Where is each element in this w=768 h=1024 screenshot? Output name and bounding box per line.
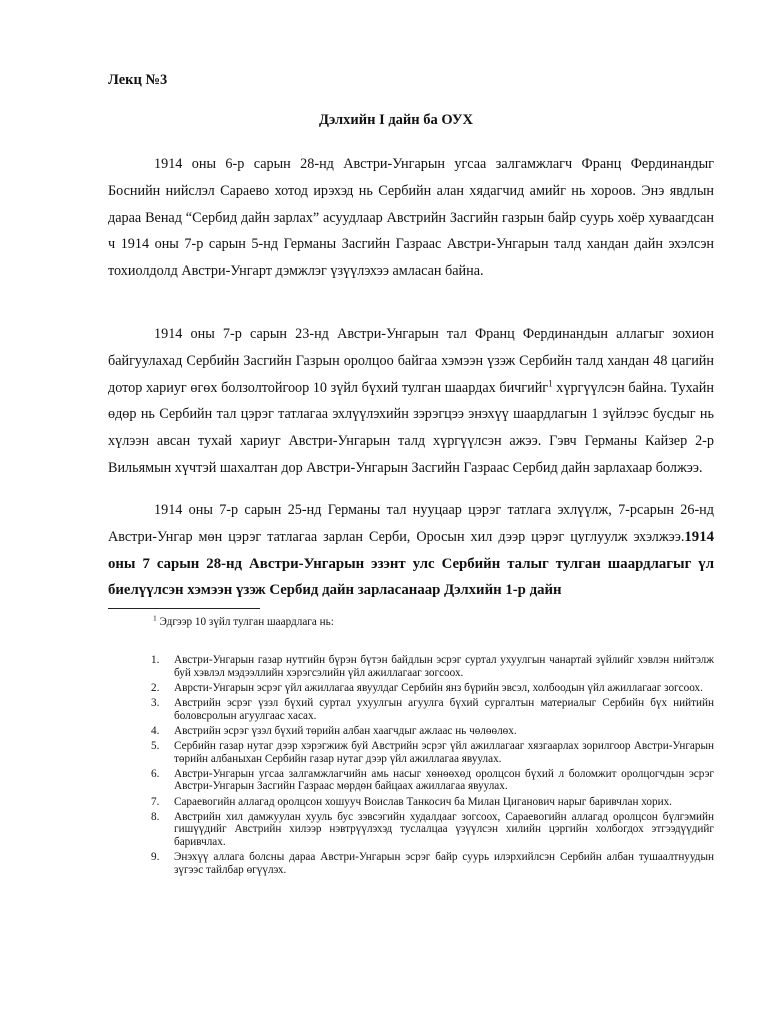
paragraph-2-text-a: 1914 оны 7-р сарын 23-нд Австри-Унгарын тал Франц Фердинандын аллагыг зохион байгуулахад Сербийн Засгийн Газрын оролцоо байгаа хэмээн үзэж Сербийн талд хандан 48 цагийн дотор хариуг өгөх болзолтойгоор 10 зүйл бүхий тулган шаардах бичгийг xyxy=(108,326,714,396)
footnote-item-text: Австри-Унгарын газар нутгийн бүрэн бүтэн байдлын эсрэг суртал ухуулгын чанартай зүйлийг хэвлэн нийтэлж буй хэвлэл мэдээллийн хэрэгсэлийн үйл ажиллагааг зогсоох. xyxy=(174,654,714,679)
footnote-item xyxy=(108,768,714,793)
footnote-item-number: 3. xyxy=(151,696,160,709)
paragraph-2-text-b: хүргүүлсэн байна. Тухайн өдөр нь Сербийн тал цэрэг татлагаа эхлүүлэхийн зэрэгцээ энэхүү шаардлагын 1 зүйлээс бусдыг нь хүлээн авсан тухай хариуг Австри-Унгарын талд хүргүүлсэн ажээ. Гэвч Германы Кайзер 2-р Вильямын хүчтэй шахалтан дор Австри-Унгарын Засгийн Газраас Сербид дайн зарлахаар болжээ. xyxy=(108,379,714,476)
footnote-reference[interactable]: 1 xyxy=(548,377,553,388)
paragraph-3-text: 1914 оны 7-р сарын 25-нд Германы тал нууцаар цэрэг татлага эхлүүлж, 7-рсарын 26-нд Австри-Унгар мөн цэрэг татлагаа зарлан Серби, Оросын хил дээр цэрэг цуглуулж эхэлжээ. xyxy=(108,502,714,545)
paragraph-2 xyxy=(108,321,714,482)
footnote-item-text: Австри-Унгарын угсаа залгамжлагчийн амь насыг хөнөөхөд оролцсон бүхий л боломжит оролцогчдын эсрэг Австри-Унгарын Засгийн Газраас мөрдөн байцаах ажиллагаа явуулах. xyxy=(174,767,714,793)
footnote-separator xyxy=(108,608,260,609)
document-title: Дэлхийн I дайн ба ОУХ xyxy=(319,112,473,128)
footnote-item xyxy=(108,796,714,809)
paragraph-1: 1914 оны 6-р сарын 28-нд Австри-Унгарын угсаа залгамжлагч Франц Фердинандыг Боснийн нийслэл Сараево хотод ирэхэд нь Сербийн алан хядагчид амийг нь хороов. Энэ явдлын дараа Венад “Сербид дайн зарлах” асуудлаар Австрийн Засгийн газрын байр суурь хоёр хуваагдсан ч 1914 оны 7-р сарын 5-нд Германы Засгийн Газраас Австри-Унгарын талд хандан дайн эхэлсэн тохиолдолд Австри-Унгарт дэмжлэг үзүүлэхээ амласан байна. xyxy=(108,156,714,280)
footnote-item xyxy=(108,682,714,695)
footnote-intro-text: Эдгээр 10 зүйл тулган шаардлага нь: xyxy=(156,616,334,628)
footnote-item-number: 6. xyxy=(151,767,160,780)
footnote-item xyxy=(108,740,714,765)
footnote-item-number: 2. xyxy=(151,681,160,694)
footnote-item-text: Сербийн газар нутаг дээр хэрэгжиж буй Австрийн эсрэг үйл ажиллагааг хязгаарлах зорилгоор Австри-Унгарын төрийн албаныхан Сербийн газар нутаг дээр үйл ажиллагаа явуулах. xyxy=(174,739,714,765)
paragraph-3-bold-text: 1914 оны 7 сарын 28-нд Австри-Унгарын эзэнт улс Сербийн талыг тулган шаардлагыг үл биелүүлсэн хэмээн үзэж Сербид дайн зарласанаар Дэлхийн 1-р дайн xyxy=(108,528,714,599)
footnote-item-text: Сараевогийн аллагад оролцсон хошууч Воислав Танкосич ба Милан Циганович нарыг баривчлан хорих. xyxy=(174,795,672,808)
footnote-item xyxy=(108,697,714,722)
footnote-list xyxy=(108,654,714,879)
footnote-item xyxy=(108,725,714,738)
paragraph-3 xyxy=(108,497,714,604)
footnote-item-number: 1. xyxy=(151,654,160,666)
footnote-item xyxy=(108,811,714,849)
footnote-item-number: 4. xyxy=(151,724,160,737)
footnote-item-number: 8. xyxy=(151,810,160,823)
footnote-item-text: Австрийн эсрэг үзэл бүхий төрийн албан хаагчдыг ажлаас нь чөлөөлөх. xyxy=(174,724,517,737)
footnote-intro xyxy=(153,615,334,630)
footnote-item-text: Аврсти-Унгарын эсрэг үйл ажиллагаа явуулдаг Сербийн янз бүрийн эвсэл, холбоодын үйл ажиллагааг зогсоох. xyxy=(174,681,703,694)
footnote-item xyxy=(108,654,714,679)
footnote-item-text: Энэхүү аллага болсны дараа Австри-Унгарын эсрэг байр суурь илэрхийлсэн Сербийн албан тушаалтнуудын зүгээс тайлбар өгүүлэх. xyxy=(174,851,714,876)
footnote-item-number: 7. xyxy=(151,795,160,808)
footnote-item-number: 9. xyxy=(151,851,160,864)
footnote-item xyxy=(108,851,714,876)
lecture-label: Лекц №3 xyxy=(108,72,168,88)
footnote-item-number: 5. xyxy=(151,739,160,752)
footnote-marker: 1 xyxy=(153,613,157,623)
footnote-item-text: Австрийн хил дамжуулан хууль бус зэвсэгийн худалдааг зогсоох, Сараевогийн аллагад оролцсон бүлгэмийн гишүүдийг Австрийн хилээр нэвтрүүлэхэд туслалцаа үзүүлсэн хилийн цэргийн холбогдох этгээдүүдийг баривчлах. xyxy=(174,810,714,848)
footnote-item-text: Австрийн эсрэг үзэл бүхий суртал ухуулгын агуулга бүхий сургалтын материалыг Сербийн бүх нийтийн боловсролын агуулгаас хасах. xyxy=(174,696,714,722)
